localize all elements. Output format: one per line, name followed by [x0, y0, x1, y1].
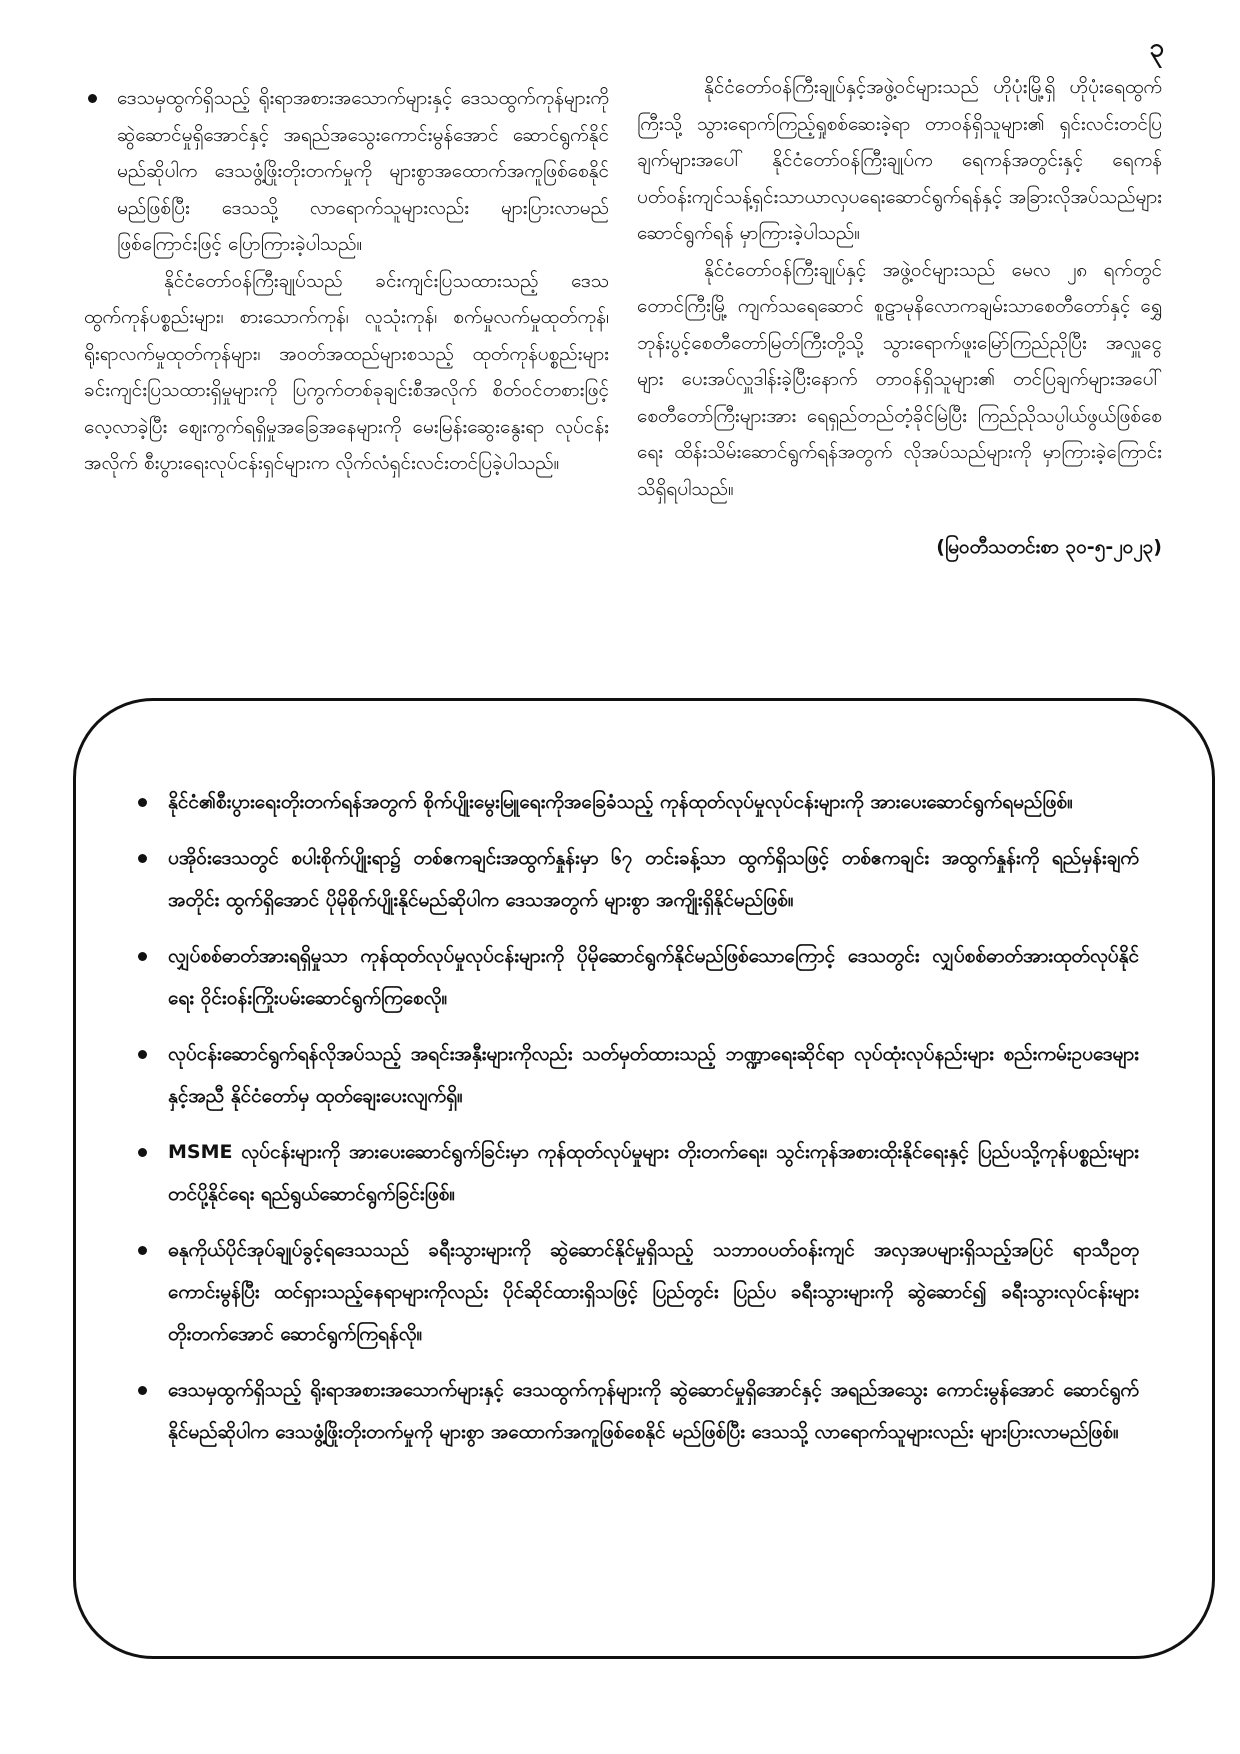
bullet-icon — [138, 1050, 147, 1059]
bullet-icon — [138, 798, 147, 807]
bullet-icon — [138, 854, 147, 863]
right-column — [637, 69, 1162, 566]
summary-item — [138, 1033, 1139, 1117]
summary-item-text: ဒေသမှထွက်ရှိသည့် ရိုးရာအစားအသောက်များနှင့် ဒေသထွက်ကုန်များကို ဆွဲဆောင်မှုရှိအောင်နှင့် အရည်အသွေး ကောင်းမွန်အောင် ဆောင်ရွက်နိုင်မည်ဆိုပါက ဒေသဖွံ့ဖြိုးတိုးတက်မှုကို များစွာ အထောက်အကူဖြစ်စေနိုင် မည်ဖြစ်ပြီး ဒေသသို့ လာရောက်သူများလည်း များပြားလာမည်ဖြစ်။ — [168, 1379, 1139, 1443]
summary-item-text: နိုင်ငံ၏စီးပွားရေးတိုးတက်ရန်အတွက် စိုက်ပျိုးမွေးမြူရေးကိုအခြေခံသည့် ကုန်ထုတ်လုပ်မှုလုပ်ငန်းများကို အားပေးဆောင်ရွက်ရမည်ဖြစ်။ — [168, 791, 1073, 813]
bullet-icon — [138, 1386, 147, 1395]
left-paragraph: နိုင်ငံတော်ဝန်ကြီးချုပ်သည် ခင်းကျင်းပြသထားသည့် ဒေသထွက်ကုန်ပစ္စည်းများ၊ စားသောက်ကုန်၊ လူသုံးကုန်၊ စက်မှုလက်မှုထုတ်ကုန်၊ ရိုးရာလက်မှုထုတ်ကုန်များ၊ အဝတ်အထည်များစသည့် ထုတ်ကုန်ပစ္စည်းများ ခင်းကျင်းပြသထားရှိမှုများကို ပြကွက်တစ်ခုချင်းစီအလိုက် စိတ်ဝင်တစားဖြင့် လေ့လာခဲ့ပြီး ဈေးကွက်ရရှိမှုအခြေအနေများကို မေးမြန်းဆွေးနွေးရာ လုပ်ငန်းအလိုက် စီးပွားရေးလုပ်ငန်းရှင်များက လိုက်လံရှင်းလင်းတင်ပြခဲ့ပါသည်။ — [84, 269, 609, 474]
summary-item-text: လျှပ်စစ်ဓာတ်အားရရှိမှုသာ ကုန်ထုတ်လုပ်မှုလုပ်ငန်းများကို ပိုမိုဆောင်ရွက်နိုင်မည်ဖြစ်သောကြောင့် ဒေသတွင်း လျှပ်စစ်ဓာတ်အားထုတ်လုပ်နိုင်ရေး ဝိုင်းဝန်းကြိုးပမ်းဆောင်ရွက်ကြစေလို။ — [168, 945, 1139, 1009]
summary-item — [138, 1229, 1139, 1355]
bullet-icon — [88, 94, 97, 103]
summary-item — [138, 1131, 1139, 1215]
right-paragraph-1: နိုင်ငံတော်ဝန်ကြီးချုပ်နှင့်အဖွဲ့ဝင်များသည် ဟိုပုံးမြို့ရှိ ဟိုပုံးရေထွက်ကြီးသို့ သွားရောက်ကြည့်ရှုစစ်ဆေးခဲ့ရာ တာဝန်ရှိသူများ၏ ရှင်းလင်းတင်ပြချက်များအပေါ် နိုင်ငံတော်ဝန်ကြီးချုပ်က ရေကန်အတွင်းနှင့် ရေကန်ပတ်ဝန်းကျင်သန့်ရှင်းသာယာလှပရေးဆောင်ရွက်ရန်နှင့် အခြားလိုအပ်သည်များ ဆောင်ရွက်ရန် မှာကြားခဲ့ပါသည်။ — [637, 76, 1162, 244]
summary-item-text: ဓနုကိုယ်ပိုင်အုပ်ချုပ်ခွင့်ရဒေသသည် ခရီးသွားများကို ဆွဲဆောင်နိုင်မှုရှိသည့် သဘာဝပတ်ဝန်းကျင် အလှအပများရှိသည့်အပြင် ရာသီဥတုကောင်းမွန်ပြီး ထင်ရှားသည့်နေရာများကိုလည်း ပိုင်ဆိုင်ထားရှိသဖြင့် ပြည်တွင်း ပြည်ပ ခရီးသွားများကို ဆွဲဆောင်၍ ခရီးသွားလုပ်ငန်းများတိုးတက်အောင် ဆောင်ရွက်ကြရန်လို။ — [168, 1239, 1139, 1345]
summary-item — [138, 781, 1139, 823]
left-column — [84, 80, 609, 482]
page-number: ၃ — [1149, 33, 1164, 63]
summary-item — [138, 1369, 1139, 1453]
left-bullet-text: ဒေသမှထွက်ရှိသည့် ရိုးရာအစားအသောက်များနှင့် ဒေသထွက်ကုန်များကို ဆွဲဆောင်မှုရှိအောင်နှင့် အရည်အသွေးကောင်းမွန်အောင် ဆောင်ရွက်နိုင်မည်ဆိုပါက ဒေသဖွံ့ဖြိုးတိုးတက်မှုကို များစွာအထောက်အကူဖြစ်စေနိုင်မည်ဖြစ်ပြီး ဒေသသို့ လာရောက်သူများလည်း များပြားလာမည်ဖြစ်ကြောင်းဖြင့် ပြောကြားခဲ့ပါသည်။ — [117, 87, 609, 255]
bullet-icon — [138, 1246, 147, 1255]
left-bullet-paragraph — [84, 80, 609, 263]
summary-item — [138, 935, 1139, 1019]
summary-box — [73, 698, 1215, 1659]
summary-list — [138, 781, 1139, 1453]
summary-item — [138, 837, 1139, 921]
right-paragraph-2: နိုင်ငံတော်ဝန်ကြီးချုပ်နှင့် အဖွဲ့ဝင်များသည် မေလ ၂၈ ရက်တွင် တောင်ကြီးမြို့ ကျက်သရေဆောင် စူဠာမုနိလောကချမ်းသာစေတီတော်နှင့် ရွှေဘုန်းပွင့်စေတီတော်မြတ်ကြီးတို့သို့ သွားရောက်ဖူးမြော်ကြည်ညိုပြီး အလှူငွေများ ပေးအပ်လှူဒါန်းခဲ့ပြီးနောက် တာဝန်ရှိသူများ၏ တင်ပြချက်များအပေါ် စေတီတော်ကြီးများအား ရေရှည်တည်တံ့ခိုင်မြဲပြီး ကြည်ညိုသပ္ပါယ်ဖွယ်ဖြစ်စေရေး ထိန်းသိမ်းဆောင်ရွက်ရန်အတွက် လိုအပ်သည်များကို မှာကြားခဲ့ကြောင်း သိရှိရပါသည်။ — [637, 258, 1162, 500]
bullet-icon — [138, 952, 147, 961]
news-source: (မြဝတီသတင်းစာ ၃၀-၅-၂၀၂၃) — [936, 536, 1162, 558]
summary-item-text: လုပ်ငန်းဆောင်ရွက်ရန်လိုအပ်သည့် အရင်းအနှီးများကိုလည်း သတ်မှတ်ထားသည့် ဘဏ္ဍာရေးဆိုင်ရာ လုပ်ထုံးလုပ်နည်းများ စည်းကမ်းဥပဒေများနှင့်အညီ နိုင်ငံတော်မှ ထုတ်ချေးပေးလျက်ရှိ။ — [168, 1043, 1139, 1107]
bullet-icon — [138, 1148, 147, 1157]
summary-item-text: MSME လုပ်ငန်းများကို အားပေးဆောင်ရွက်ခြင်းမှာ ကုန်ထုတ်လုပ်မှုများ တိုးတက်ရေး၊ သွင်းကုန်အစားထိုးနိုင်ရေးနှင့် ပြည်ပသို့ကုန်ပစ္စည်းများတင်ပို့နိုင်ရေး ရည်ရွယ်ဆောင်ရွက်ခြင်းဖြစ်။ — [168, 1141, 1139, 1205]
summary-item-text: ပအိုဝ်းဒေသတွင် စပါးစိုက်ပျိုးရာ၌ တစ်ဧကချင်းအထွက်နှုန်းမှာ ၆၇ တင်းခန့်သာ ထွက်ရှိသဖြင့် တစ်ဧကချင်း အထွက်နှုန်းကို ရည်မှန်းချက်အတိုင်း ထွက်ရှိအောင် ပိုမိုစိုက်ပျိုးနိုင်မည်ဆိုပါက ဒေသအတွက် များစွာ အကျိုးရှိနိုင်မည်ဖြစ်။ — [168, 847, 1139, 911]
